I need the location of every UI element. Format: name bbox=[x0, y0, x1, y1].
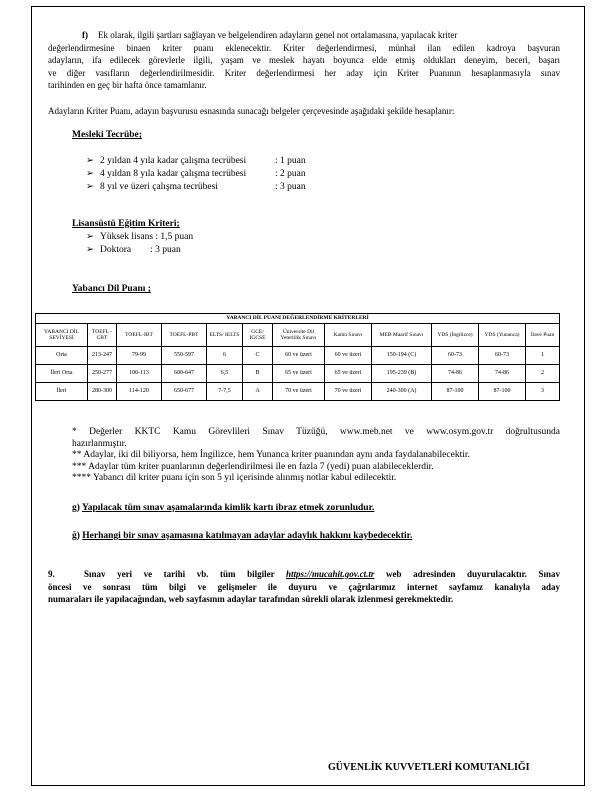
mesleki-list bbox=[86, 155, 306, 193]
table-cell: 600-647 bbox=[162, 365, 207, 383]
note-2: ** Adaylar, iki dil biliyorsa, hem İngilizce, hem Yunanca kriter puanından aynı anda faydalanabilecektir. bbox=[72, 450, 470, 460]
table-cell: 60-73 bbox=[479, 347, 526, 365]
yabanci-dil-title: Yabancı Dil Puanı ; bbox=[72, 284, 151, 294]
item-9: 9. Sınav yeri ve tarihi vb. tüm bilgiler https://mucahit.gov.ct.tr web adresinden duyurulacaktır. Sınav öncesi ve sonrası tüm bilgi ve gelişmeler ile duyuru ve çağrılarımız internet sayfamız kanalıyla aday numaraları ile yapılacağından, web sayfasının adaylar tarafından sürekli olarak izlenmesi gerekmektedir. bbox=[48, 569, 560, 605]
table-cell: 65 ve üzeri bbox=[325, 365, 372, 383]
column-header: TOEFL-IBT bbox=[117, 324, 162, 347]
table-cell: 87-100 bbox=[432, 383, 479, 401]
table-cell: C bbox=[243, 347, 273, 365]
list-item: ➢ Yüksek lisans : 1,5 puan bbox=[86, 232, 194, 242]
table-cell: 60 ve üzeri bbox=[273, 347, 325, 365]
table-cell: 250-277 bbox=[88, 365, 117, 383]
language-criteria-table bbox=[35, 313, 560, 401]
column-header: YDS (Yunanca) bbox=[479, 324, 526, 347]
paragraph-f-line2: değerlendirmesine binaen kriter puanı eklenecektir. Kriter değerlendirmesi, münhal ilan edilen kadroya başvuran bbox=[48, 42, 560, 53]
table-cell: B bbox=[243, 365, 273, 383]
arrow-bullet-icon: ➢ bbox=[86, 244, 94, 255]
table-cell: 60 ve üzeri bbox=[325, 347, 372, 365]
arrow-bullet-icon: ➢ bbox=[86, 168, 94, 179]
column-header: ELTS/ IELTS bbox=[207, 324, 243, 347]
item-g-text: Yapılacak tüm sınav aşamalarında kimlik kartı ibraz etmek zorunludur. bbox=[81, 503, 375, 513]
intro-text: Adayların Kriter Puanı, adayın başvurusu esnasında sunacağı belgeler çerçevesinde aşağıdaki şekilde hesaplanır: bbox=[48, 106, 455, 116]
note-1: * Değerler KKTC Kamu Görevlileri Sınav Tüzüğü, www.meb.net ve www.osym.gov.tr doğrultusunda bbox=[72, 427, 560, 437]
mesleki-title: Mesleki Tecrübe; bbox=[72, 130, 142, 140]
list-item: ➢ Doktora : 3 puan bbox=[86, 244, 181, 255]
table-cell: İleri bbox=[36, 383, 88, 401]
paragraph-f-line3: adayların, ifa edilecek görevlerle ilgili, yaşam ve meslek hayatı boyunca elde etmiş oldukları deneyim, beceri, başarı bbox=[48, 55, 560, 66]
table-cell: 3 bbox=[526, 383, 560, 401]
column-header: TOEFL -CBT bbox=[88, 324, 117, 347]
table-cell: 60-73 bbox=[432, 347, 479, 365]
arrow-bullet-icon: ➢ bbox=[86, 232, 94, 242]
table-cell: 6,5 bbox=[207, 365, 243, 383]
paragraph-f bbox=[48, 29, 560, 92]
paragraph-f-line4: ve diğer vasıfların değerlendirilmesidir. Kriter değerlendirmesi her aday için Kriter Puanının hesaplanmasıyla sınav bbox=[48, 67, 560, 78]
table-cell: 65 ve üzeri bbox=[273, 365, 325, 383]
table-cell: Orta bbox=[36, 347, 88, 365]
table-cell: 7-7,5 bbox=[207, 383, 243, 401]
table-cell: 87-100 bbox=[479, 383, 526, 401]
arrow-bullet-icon: ➢ bbox=[86, 156, 94, 166]
note-4: **** Yabancı dil kriter puanı için son 5 yıl içerisinde alınmış notlar kabul edilecektir. bbox=[72, 473, 397, 483]
lisansustu-list bbox=[86, 231, 193, 257]
table-cell: 280-300 bbox=[88, 383, 117, 401]
website-link[interactable]: https://mucahit.gov.ct.tr bbox=[286, 569, 375, 579]
column-header: İlave Puan bbox=[526, 324, 560, 347]
table-cell: 150-194 (C) bbox=[372, 347, 432, 365]
table-cell: 6 bbox=[207, 347, 243, 365]
table-cell: İleri Orta bbox=[36, 365, 88, 383]
table-cell: 70 ve üzeri bbox=[325, 383, 372, 401]
table-cell: 650-677 bbox=[162, 383, 207, 401]
note-3: *** Adaylar tüm kriter puanlarının değerlendirilmesi ile en fazla 7 (yedi) puan alabileceklerdir. bbox=[72, 461, 434, 472]
table-row bbox=[36, 383, 560, 401]
paragraph-f-line5: tarihinden en geç bir hafta önce tamamlanır. bbox=[48, 80, 207, 91]
arrow-bullet-icon: ➢ bbox=[86, 181, 94, 192]
table-cell: 114-120 bbox=[117, 383, 162, 401]
note-1-continued: hazırlanmıştır. bbox=[72, 438, 127, 449]
table-cell: A bbox=[243, 383, 273, 401]
column-header: Üniversite Dil Yeterlilik Sınavı bbox=[273, 324, 325, 347]
column-header: Kamu Sınavı bbox=[325, 324, 372, 347]
table-row bbox=[36, 347, 560, 365]
column-header: MEB Maarif Sınavı bbox=[372, 324, 432, 347]
item-gb-text: Herhangi bir sınav aşamasına katılmayan adaylar adaylık hakkını kaybedecektir. bbox=[82, 531, 413, 541]
table-cell: 100-113 bbox=[117, 365, 162, 383]
column-header: GCE/ IGCSE bbox=[243, 324, 273, 347]
table-cell: 213-247 bbox=[88, 347, 117, 365]
column-header: TOEFL-PBT bbox=[162, 324, 207, 347]
paragraph-f-line1: Ek olarak, ilgili şartları sağlayan ve belgelendiren adayların genel not ortalamasına, yapılacak kriter bbox=[98, 30, 458, 40]
table-cell: 1 bbox=[526, 347, 560, 365]
column-header: YDS (İngilizce) bbox=[432, 324, 479, 347]
table-cell: 74-86 bbox=[479, 365, 526, 383]
item-g: g) Yapılacak tüm sınav aşamalarında kimlik kartı ibraz etmek zorunludur. bbox=[72, 503, 375, 513]
footer-signature: GÜVENLİK KUVVETLERİ KOMUTANLIĞI bbox=[328, 762, 530, 773]
table-caption: YABANCI DİL PUANI DEĞERLENDİRME KRİTERLERİ bbox=[36, 314, 560, 324]
column-header: YABANCI DİL SEVİYESİ bbox=[36, 324, 88, 347]
table-cell: 195-239 (B) bbox=[372, 365, 432, 383]
table-notes bbox=[72, 427, 560, 485]
item-gb: ğ) Herhangi bir sınav aşamasına katılmayan adaylar adaylık hakkını kaybedecektir. bbox=[72, 531, 413, 541]
paragraph-f-label: f) bbox=[82, 30, 88, 40]
table-cell: 2 bbox=[526, 365, 560, 383]
table-cell: 79-99 bbox=[117, 347, 162, 365]
table-cell: 74-86 bbox=[432, 365, 479, 383]
table-header-row bbox=[36, 324, 560, 347]
table-row bbox=[36, 365, 560, 383]
list-item: ➢ 4 yıldan 8 yıla kadar çalışma tecrübesi : 2 puan bbox=[86, 168, 306, 179]
table-cell: 550-597 bbox=[162, 347, 207, 365]
list-item: ➢ 8 yıl ve üzeri çalışma tecrübesi : 3 puan bbox=[86, 181, 306, 192]
list-item: ➢ 2 yıldan 4 yıla kadar çalışma tecrübesi : 1 puan bbox=[86, 156, 306, 166]
table-cell: 240-300 (A) bbox=[372, 383, 432, 401]
lisansustu-title: Lisansüstü Eğitim Kriteri; bbox=[72, 219, 180, 229]
table-cell: 70 ve üzeri bbox=[273, 383, 325, 401]
